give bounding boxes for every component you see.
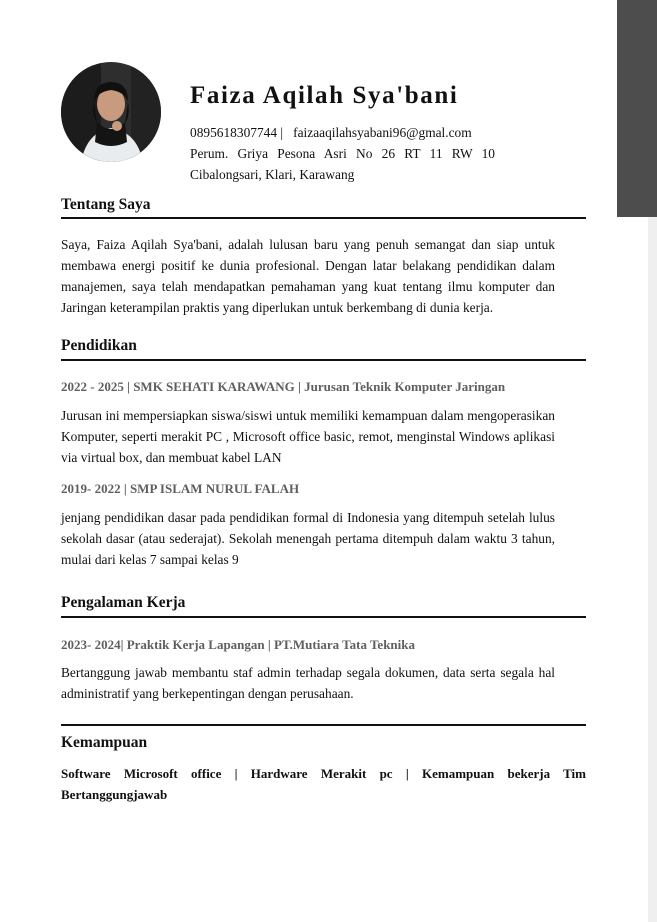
experience-description: Bertanggung jawab membantu staf admin terhadap segala dokumen, data serta segala hal administratif yang berkepentingan dengan perusahaan. (61, 665, 555, 701)
full-name: Faiza Aqilah Sya'bani (190, 82, 459, 109)
profile-photo-icon (61, 62, 161, 162)
section-title-education: Pendidikan (61, 337, 137, 354)
section-title-skills: Kemampuan (61, 734, 148, 751)
education-heading-smk: 2022 - 2025 | SMK SEHATI KARAWANG | Jurusan Teknik Komputer Jaringan (61, 379, 506, 394)
scrollbar-thumb[interactable] (617, 0, 657, 217)
avatar (61, 62, 161, 162)
experience-heading: 2023- 2024| Praktik Kerja Lapangan | PT.Mutiara Tata Teknika (61, 637, 416, 652)
section-title-about: Tentang Saya (61, 196, 151, 213)
email-address: faizaaqilahsyabani96@gmal.com (293, 125, 472, 140)
education-description-smk: Jurusan ini mempersiapkan siswa/siswi untuk memiliki kemampuan dalam mengoperasikan Komputer, seperti merakit PC , Microsoft office basic, remot, menginstal Windows aplikasi via virtual box, dan membuat kabel LAN (61, 408, 555, 465)
about-text: Saya, Faiza Aqilah Sya'bani, adalah lulusan baru yang penuh semangat dan siap untuk membawa energi positif ke dunia profesional. Dengan latar belakang pendidikan dalam manajemen, saya telah mendapatkan pemahaman yang kuat tentang ilmu komputer dan Jaringan keterampilan praktis yang diperlukan untuk berkembang di dunia kerja. (61, 237, 555, 315)
contact-line (190, 122, 495, 143)
section-divider (61, 616, 586, 618)
section-divider (61, 217, 586, 219)
education-description-smp: jenjang pendidikan dasar pada pendidikan formal di Indonesia yang ditempuh setelah lulus sekolah dasar (atau sederajat). Sekolah menengah pertama ditempuh dalam waktu 3 tahun, mulai dari kelas 7 sampai kelas 9 (61, 510, 555, 567)
skills-text: Software Microsoft office | Hardware Merakit pc | Kemampuan bekerja Tim Bertanggungjawab (61, 766, 586, 802)
section-title-experience: Pengalaman Kerja (61, 594, 186, 611)
address-line-1: Perum. Griya Pesona Asri No 26 RT 11 RW 10 (190, 146, 495, 161)
contact-block (190, 122, 495, 185)
education-heading-smp: 2019- 2022 | SMP ISLAM NURUL FALAH (61, 481, 300, 496)
section-divider (61, 359, 586, 361)
address-line-2: Cibalongsari, Klari, Karawang (190, 167, 355, 182)
section-divider (61, 724, 586, 726)
phone-number: 0895618307744 (190, 125, 278, 140)
contact-separator: | (280, 125, 284, 140)
